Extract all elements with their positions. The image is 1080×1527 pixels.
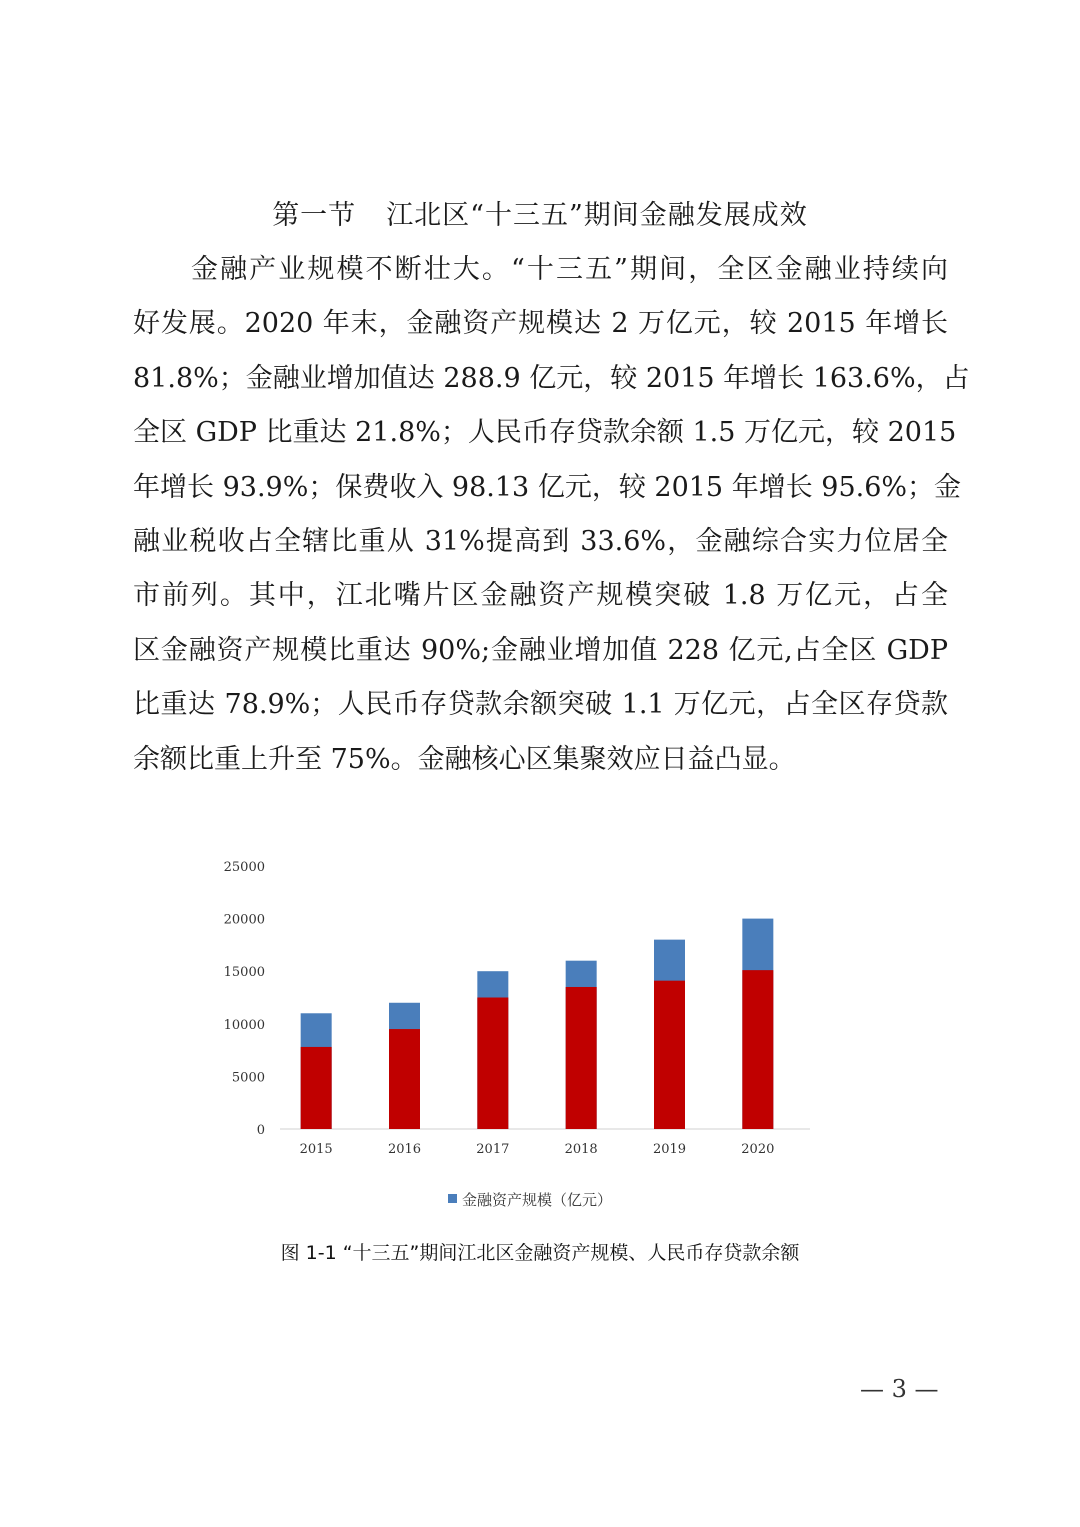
- paragraph-line: 81.8%；金融业增加值达 288.9 亿元，较 2015 年增长 163.6%，占: [133, 362, 970, 394]
- x-tick-label: 2017: [476, 1142, 510, 1157]
- y-tick-label: 10000: [223, 1017, 265, 1033]
- x-tick-label: 2020: [741, 1142, 775, 1157]
- section-heading: [0, 193, 1080, 232]
- body-paragraph: [133, 243, 970, 787]
- bar-chart-svg: [210, 850, 850, 1230]
- y-tick-label: 20000: [223, 912, 265, 928]
- bar-rmb-balance: [477, 998, 508, 1130]
- paragraph-line: 市前列。其中，江北嘴片区金融资产规模突破 1.8 万亿元，占全: [133, 580, 948, 612]
- page-number: — 3 —: [860, 1375, 939, 1403]
- paragraph-line: 金融产业规模不断壮大。“十三五”期间，全区金融业持续向: [191, 254, 948, 285]
- paragraph-line: 比重达 78.9%；人民币存贷款余额突破 1.1 万亿元，占全区存贷款: [133, 689, 948, 721]
- bar-rmb-balance: [742, 970, 773, 1129]
- legend-swatch: [448, 1194, 457, 1203]
- figure-caption: 图 1-1 “十三五”期间江北区金融资产规模、人民币存贷款余额: [280, 1242, 800, 1264]
- paragraph-line: 好发展。2020 年末，金融资产规模达 2 万亿元，较 2015 年增长: [133, 308, 948, 340]
- paragraph-line: 年增长 93.9%；保费收入 98.13 亿元，较 2015 年增长 95.6%；金: [133, 471, 962, 503]
- bar-rmb-balance: [654, 981, 685, 1129]
- bar-chart: [210, 850, 850, 1230]
- paragraph-line: 余额比重上升至 75%。金融核心区集聚效应日益凸显。: [133, 743, 796, 775]
- section-number: 第一节: [272, 200, 357, 231]
- paragraph-line: 区金融资产规模比重达 90%;金融业增加值 228 亿元,占全区 GDP: [133, 634, 949, 666]
- legend-label: 金融资产规模（亿元）: [462, 1191, 613, 1209]
- section-title: 江北区“十三五”期间金融发展成效: [386, 200, 808, 231]
- y-tick-label: 0: [256, 1123, 265, 1138]
- x-tick-label: 2018: [564, 1142, 598, 1157]
- bar-rmb-balance: [389, 1029, 420, 1129]
- paragraph-line: 融业税收占全辖比重从 31%提高到 33.6%，金融综合实力位居全: [133, 525, 948, 557]
- y-tick-label: 15000: [223, 965, 265, 981]
- x-tick-label: 2016: [387, 1142, 422, 1157]
- paragraph-line: 全区 GDP 比重达 21.8%；人民币存贷款余额 1.5 万亿元，较 2015: [133, 417, 957, 449]
- y-tick-label: 25000: [223, 860, 265, 875]
- x-tick-label: 2015: [299, 1142, 333, 1157]
- y-tick-label: 5000: [231, 1070, 265, 1086]
- x-tick-label: 2019: [652, 1142, 687, 1157]
- bar-rmb-balance: [301, 1047, 332, 1129]
- bar-rmb-balance: [566, 987, 597, 1129]
